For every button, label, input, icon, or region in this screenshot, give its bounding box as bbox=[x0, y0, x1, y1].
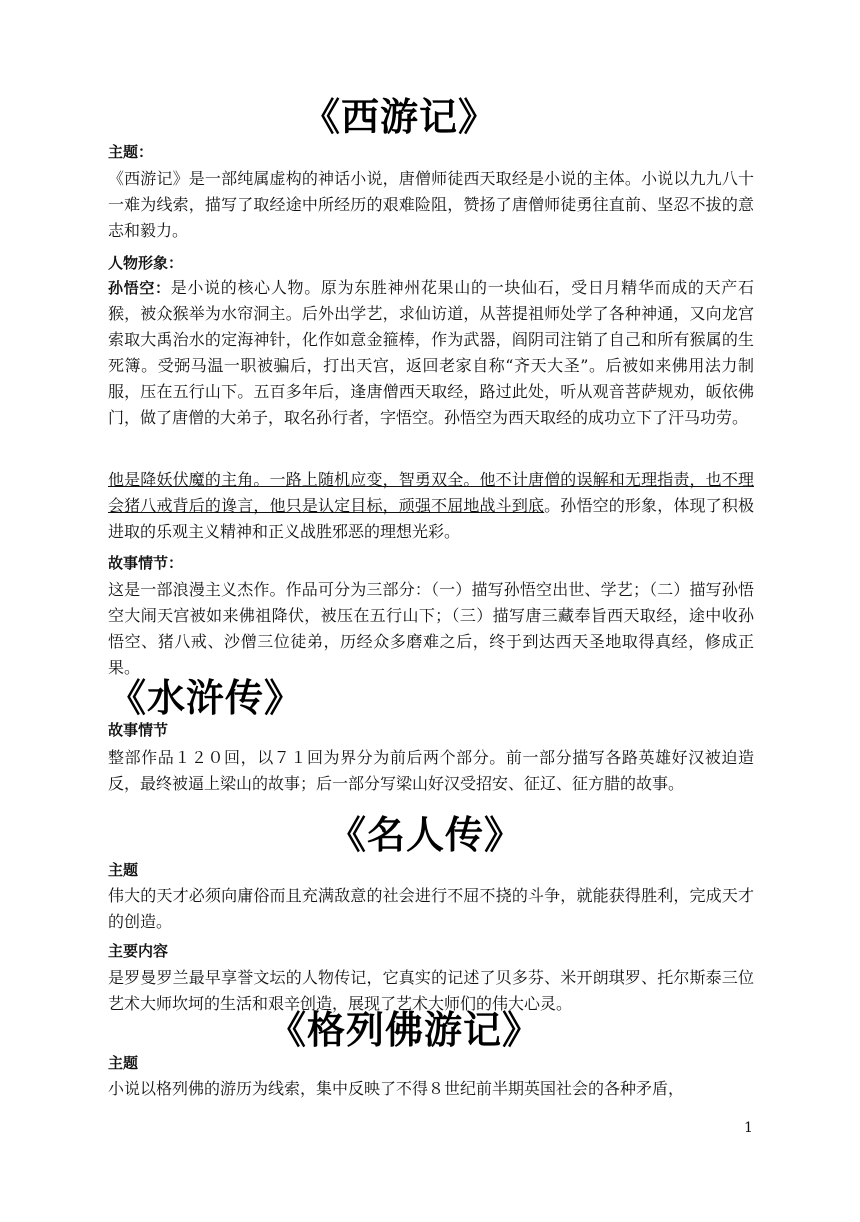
heading-theme-xiyouji: 主题： bbox=[108, 143, 154, 161]
paragraph-theme-xiyouji: 《西游记》是一部纯属虚构的神话小说，唐僧师徒西天取经是小说的主体。小说以九九八十一难为线索，描写了取经途中所经历的艰难险阻，赞扬了唐僧师徒勇往直前、坚忍不拔的意志和毅力。 bbox=[108, 169, 754, 240]
heading-plot-xiyouji: 故事情节： bbox=[108, 554, 184, 572]
underlined-passage: 他是降妖伏魔的主角。一路上随机应变，智勇双全。他不计唐僧的误解和无理指责，也不理会猪八戒背后的谗言，他只是认定目标，顽强不屈地战斗到底 bbox=[108, 470, 754, 515]
character-summary: 。孙悟空的形象，体现了积极进取的乐观主义精神和正义战胜邪恶的理想光彩。 bbox=[108, 496, 754, 541]
paragraph-plot-shuihu: 整部作品１２０回，以７１回为界分为前后两个部分。前一部分描写各路英雄好汉被迫造反，最终被逼上梁山的故事；后一部分写梁山好汉受招安、征辽、征方腊的故事。 bbox=[108, 748, 754, 793]
heading-theme-geliefo: 主题 bbox=[108, 1054, 139, 1072]
title-geliefo: 《格列佛游记》 bbox=[268, 1008, 542, 1052]
paragraph-theme-geliefo: 小说以格列佛的游历为线索，集中反映了不得８世纪前半期英国社会的各种矛盾， bbox=[108, 1079, 685, 1098]
title-shuihu: 《水浒传》 bbox=[108, 676, 304, 720]
page-number: 1 bbox=[744, 1120, 753, 1136]
paragraph-theme-mingren: 伟大的天才必须向庸俗而且充满敌意的社会进行不屈不挠的斗争，就能获得胜利，完成天才的创造。 bbox=[108, 886, 754, 931]
heading-plot-shuihu: 故事情节 bbox=[108, 721, 169, 739]
character-name: 孙悟空： bbox=[108, 279, 171, 297]
heading-theme-mingren: 主题 bbox=[108, 861, 139, 879]
paragraph-sun-wukong-traits bbox=[108, 467, 754, 545]
heading-content-mingren: 主要内容 bbox=[108, 942, 169, 960]
paragraph-sun-wukong bbox=[108, 275, 754, 431]
character-description: 是小说的核心人物。原为东胜神州花果山的一块仙石，受日月精华而成的天产石猴，被众猴举为水帘洞主。后外出学艺，求仙访道，从菩提祖师处学了各种神通，又向龙宫索取大禹治水的定海神针，化作如意金箍棒，作为武器，阎阴司注销了自己和所有猴属的生死簿。受弼马温一职被骗后，打出天宫，返回老家自称“齐天大圣”。后被如来佛用法力制服，压在五行山下。五百多年后，逢唐僧西天取经，路过此处，听从观音菩萨规劝，皈依佛门，做了唐僧的大弟子，取名孙行者，字悟空。孙悟空为西天取经的成功立下了汗马功劳。 bbox=[108, 278, 754, 427]
title-mingren: 《名人传》 bbox=[328, 813, 524, 857]
title-xiyouji: 《西游记》 bbox=[302, 95, 498, 139]
paragraph-content-mingren: 是罗曼罗兰最早享誉文坛的人物传记，它真实的记述了贝多芬、米开朗琪罗、托尔斯泰三位艺术大师坎坷的生活和艰辛创造，展现了艺术大师们的伟大心灵。 bbox=[108, 968, 754, 1013]
paragraph-plot-xiyouji: 这是一部浪漫主义杰作。作品可分为三部分：（一）描写孙悟空出世、学艺；（二）描写孙悟空大闹天宫被如来佛祖降伏，被压在五行山下；（三）描写唐三藏奉旨西天取经，途中收孙悟空、猪八戒、沙僧三位徒弟，历经众多磨难之后，终于到达西天圣地取得真经，修成正果。 bbox=[108, 580, 754, 677]
heading-characters: 人物形象： bbox=[108, 254, 184, 272]
